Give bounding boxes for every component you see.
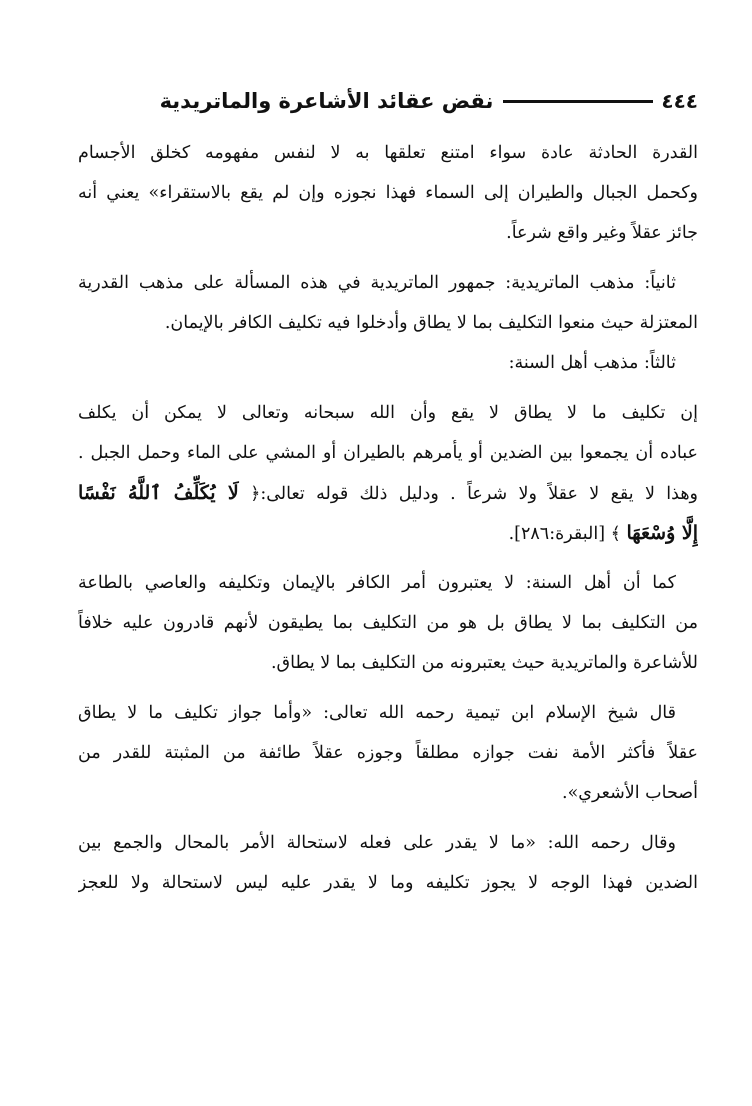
quran-verse: لَا يُكَلِّفُ ٱللَّهُ نَفْسًا <box>78 482 239 504</box>
text-line: كما أن أهل السنة: لا يعتبرون أمر الكافر بالإيمان وتكليفه والعاصي بالطاعة <box>78 573 676 593</box>
page-body <box>78 133 698 903</box>
section-heading: ثالثاً: مذهب أهل السنة: <box>508 353 676 373</box>
text-line: وكحمل الجبال والطيران إلى السماء فهذا نجوزه وإن لم يقع بالاستقراء» يعني أنه <box>78 183 698 203</box>
text-line: عقلاً فأكثر الأمة نفت جوازه مطلقاً وجوزه عقلاً طائفة من المثبتة للقدر من <box>78 743 698 763</box>
text-line: قال شيخ الإسلام ابن تيمية رحمه الله تعالى: «وأما جواز تكليف ما لا يطاق <box>78 703 676 723</box>
text-line: وقال رحمه الله: «ما لا يقدر على فعله لاستحالة الأمر بالمحال والجمع بين <box>78 833 676 853</box>
text-line: القدرة الحادثة عادة سواء امتنع تعلقها به لا لنفس مفهومه كخلق الأجسام <box>78 143 698 163</box>
quran-verse: إِلَّا وُسْعَهَا <box>626 522 698 544</box>
text-line: إن تكليف ما لا يطاق لا يقع وأن الله سبحانه وتعالى لا يمكن أن يكلف <box>78 403 698 423</box>
text-line: وهذا لا يقع لا عقلاً ولا شرعاً . ودليل ذلك قوله تعالى:﴿ لَا يُكَلِّفُ ٱللَّهُ نَفْسًا <box>78 482 698 504</box>
header-rule <box>503 100 653 103</box>
running-title: نقض عقائد الأشاعرة والماتريدية <box>159 89 494 113</box>
page-number: ٤٤٤ <box>661 89 698 113</box>
text-line: إِلَّا وُسْعَهَا ﴾ [البقرة:٢٨٦]. <box>508 522 698 544</box>
text-line: عباده أن يجمعوا بين الضدين أو يأمرهم بالطيران أو المشي على الماء وحمل الجبل . <box>78 443 698 463</box>
page-header <box>78 84 698 118</box>
text-line: للأشاعرة والماتريدية حيث يعتبرونه من التكليف بما لا يطاق. <box>270 653 698 673</box>
text-line: جائز عقلاً وغير واقع شرعاً. <box>506 223 698 243</box>
text-line: الضدين فهذا الوجه لا يجوز تكليفه وما لا يقدر عليه ليس لاستحالة ولا للعجز <box>78 873 698 893</box>
text-line: ثانياً: مذهب الماتريدية: جمهور الماتريدية في هذه المسألة على مذهب القدرية <box>78 273 676 293</box>
text-line: أصحاب الأشعري». <box>562 783 698 803</box>
text-line: من التكليف بما لا يطاق بل هو من التكليف بما يطيقون لأنهم قادرون عليه خلافاً <box>78 613 698 633</box>
text-line: المعتزلة حيث منعوا التكليف بما لا يطاق وأدخلوا فيه تكليف الكافر بالإيمان. <box>164 313 698 333</box>
